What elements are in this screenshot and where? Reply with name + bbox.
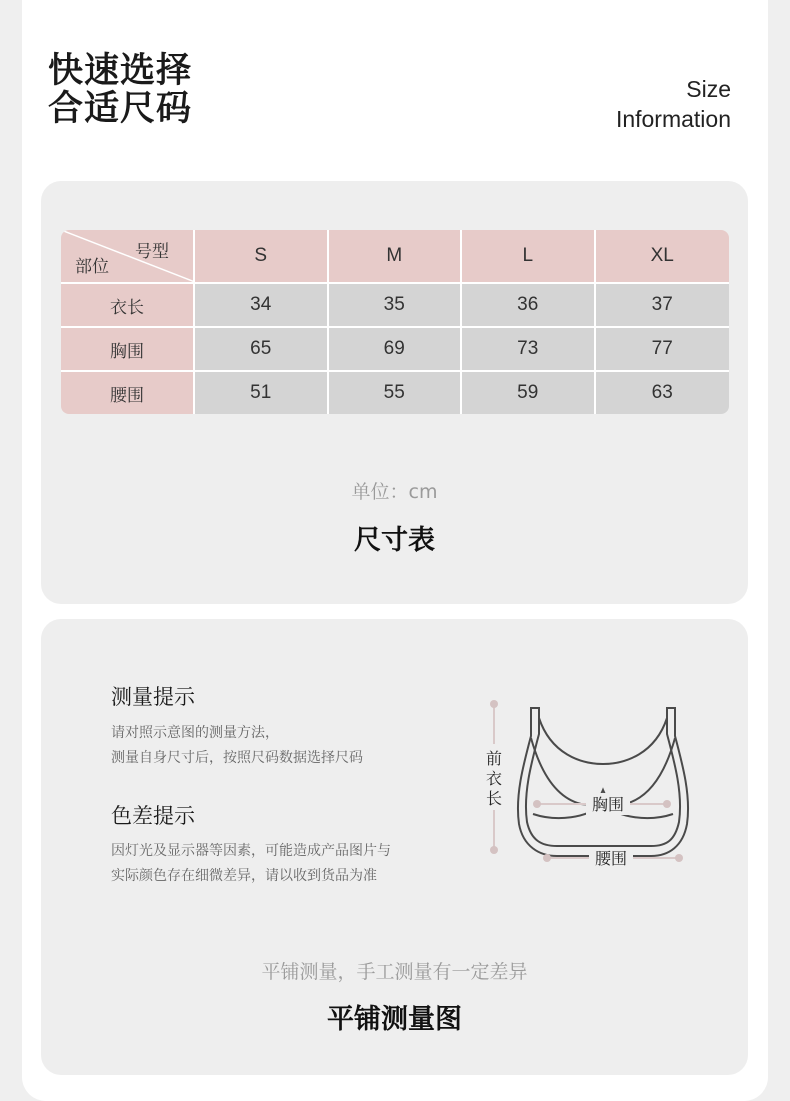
column-header: L <box>462 230 596 284</box>
corner-part-label: 部位 <box>75 257 109 277</box>
page-title <box>48 52 192 128</box>
length-label-char: 衣 <box>485 769 503 788</box>
length-guide-dot-bottom <box>490 846 498 854</box>
page <box>22 0 768 1101</box>
measure-tip-text <box>111 721 471 771</box>
waist-label: 腰围 <box>594 849 628 868</box>
table-cell: 55 <box>329 372 463 414</box>
title-en-line-1: Size <box>686 76 731 102</box>
chest-label: 胸围 <box>591 795 625 814</box>
waist-guide-dot-right <box>675 854 683 862</box>
chest-guide-dot-left <box>533 800 541 808</box>
measure-tip-line: 测量自身尺寸后，按照尺码数据选择尺码 <box>111 750 363 766</box>
unit-label: 单位：cm <box>351 481 438 503</box>
row-header: 腰围 <box>61 372 195 414</box>
column-header: M <box>329 230 463 284</box>
table-cell: 37 <box>596 284 730 328</box>
column-header: S <box>195 230 329 284</box>
title-line-1: 快速选择 <box>48 51 193 91</box>
size-chart-title: 尺寸表 <box>354 525 435 556</box>
table-cell: 73 <box>462 328 596 372</box>
size-table <box>61 230 729 414</box>
table-cell: 77 <box>596 328 730 372</box>
table-cell: 59 <box>462 372 596 414</box>
color-tip-line: 因灯光及显示器等因素，可能造成产品图片与 <box>111 843 391 859</box>
title-line-2: 合适尺码 <box>48 89 193 129</box>
table-cell: 65 <box>195 328 329 372</box>
table-cell: 34 <box>195 284 329 328</box>
measurement-subtitle: 平铺测量，手工测量有一定差异 <box>261 961 528 983</box>
table-corner-cell <box>61 230 195 284</box>
chest-guide-dot-right <box>663 800 671 808</box>
table-cell: 69 <box>329 328 463 372</box>
table-cell: 35 <box>329 284 463 328</box>
table-header-row <box>61 230 729 284</box>
length-guide-dot-top <box>490 700 498 708</box>
title-en-line-2: Information <box>615 106 731 132</box>
corner-size-label: 号型 <box>135 242 169 262</box>
row-header: 胸围 <box>61 328 195 372</box>
measure-tip-heading: 测量提示 <box>111 685 195 709</box>
table-row <box>61 372 729 414</box>
bra-measurement-diagram <box>461 694 691 874</box>
color-tip-heading: 色差提示 <box>111 804 195 828</box>
table-row <box>61 284 729 328</box>
waist-guide-dot-left <box>543 854 551 862</box>
color-tip-line: 实际颜色存在细微差异，请以收到货品为准 <box>111 868 377 884</box>
color-tip-text <box>111 839 471 889</box>
page-title-en <box>616 74 731 134</box>
size-chart-card <box>41 181 748 604</box>
table-cell: 36 <box>462 284 596 328</box>
column-header: XL <box>596 230 730 284</box>
length-label-char: 前 <box>485 749 503 768</box>
measurement-card <box>41 619 748 1075</box>
measure-tip-line: 请对照示意图的测量方法， <box>111 725 279 741</box>
length-label-char: 长 <box>485 789 503 808</box>
measurement-title: 平铺测量图 <box>327 1004 462 1035</box>
table-row <box>61 328 729 372</box>
table-cell: 63 <box>596 372 730 414</box>
garment-outline <box>518 708 688 856</box>
row-header: 衣长 <box>61 284 195 328</box>
table-cell: 51 <box>195 372 329 414</box>
